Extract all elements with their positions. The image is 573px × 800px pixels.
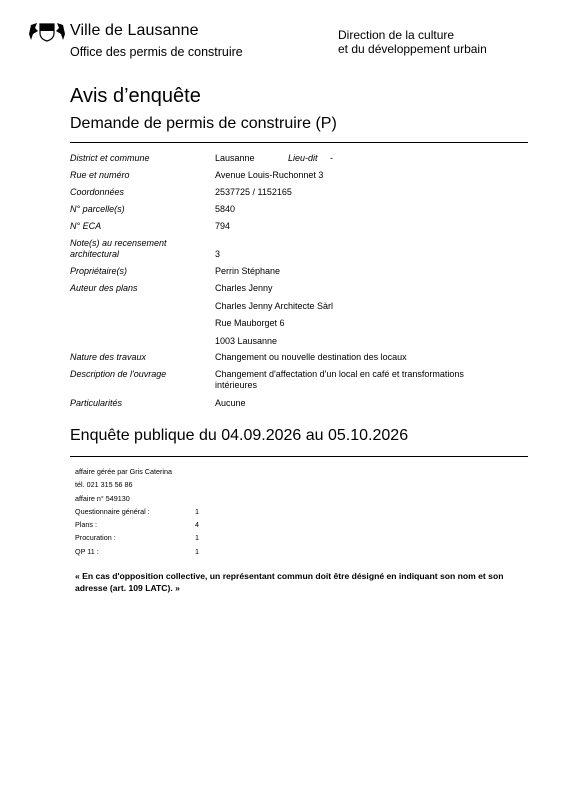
auteur-line-3: Rue Mauborget 6 (215, 318, 285, 328)
field-label: N° ECA (70, 221, 102, 231)
enquete-dates: Enquête publique du 04.09.2026 au 05.10.2026 (70, 427, 409, 444)
field-value: 3 (215, 249, 221, 259)
attachment-count: 4 (195, 520, 199, 530)
field-particularites (70, 398, 528, 415)
field-label: Auteur des plans (70, 283, 138, 293)
field-value: 5840 (215, 204, 236, 214)
field-nature (70, 352, 528, 369)
page-header (28, 20, 548, 64)
auteur-line-1: Charles Jenny (215, 283, 273, 293)
field-auteur (70, 283, 528, 352)
field-label: Nature des travaux (70, 352, 147, 362)
field-rue (70, 170, 528, 187)
department-name (338, 28, 487, 56)
field-label-line-1: Note(s) au recensement (70, 238, 167, 248)
lausanne-crest-icon (28, 22, 66, 42)
divider (70, 456, 528, 457)
attachment-item (75, 505, 199, 518)
attachment-label: Questionnaire général : (75, 506, 150, 516)
field-label: Rue et numéro (70, 170, 130, 180)
attachment-count: 1 (195, 506, 199, 516)
attachment-count: 1 (195, 546, 199, 556)
field-value: Avenue Louis-Ruchonnet 3 (215, 170, 324, 180)
page-subtitle: Demande de permis de construire (P) (70, 115, 337, 132)
field-label: Particularités (70, 398, 123, 408)
department-line-1: Direction de la culture (338, 28, 455, 42)
field-value: Perrin Stéphane (215, 266, 281, 276)
case-manager: affaire gérée par Gris Caterina (75, 467, 172, 476)
attachment-label: QP 11 : (75, 546, 99, 556)
admin-info (75, 465, 199, 558)
phone-number: tél. 021 315 56 86 (75, 480, 133, 490)
field-proprietaire (70, 266, 528, 283)
field-label-line-2: architectural (70, 249, 120, 259)
field-eca (70, 221, 528, 238)
office-name: Office des permis de construire (70, 45, 243, 59)
field-label: District et commune (70, 153, 150, 163)
field-value: Lausanne (215, 153, 255, 163)
attachment-item (75, 518, 199, 531)
lieu-dit-value: - (330, 153, 333, 163)
attachment-label: Plans : (75, 520, 97, 530)
description-line-1: Changement d'affectation d'un local en café et transformations (215, 369, 464, 379)
case-number: affaire n° 549130 (75, 493, 130, 503)
permit-fields (70, 153, 528, 415)
field-recensement (70, 238, 528, 266)
page-title: Avis d’enquête (70, 85, 201, 107)
field-parcelle (70, 204, 528, 221)
field-value: Changement ou nouvelle destination des locaux (215, 352, 407, 362)
field-label: N° parcelle(s) (70, 204, 125, 214)
field-description (70, 369, 528, 398)
field-value: 794 (215, 221, 231, 231)
field-label: Coordonnées (70, 187, 125, 197)
attachment-label: Procuration : (75, 533, 116, 543)
city-name: Ville de Lausanne (70, 22, 199, 39)
field-label (70, 238, 215, 266)
attachment-item (75, 545, 199, 558)
field-value: Aucune (215, 398, 246, 408)
attachment-item (75, 531, 199, 544)
attachment-count: 1 (195, 533, 199, 543)
opposition-note: « En cas d'opposition collective, un représentant commun doit être désigné en indiquant son nom et son adresse (art. 109 LATC). » (75, 571, 504, 593)
description-line-2: intérieures (215, 380, 258, 390)
field-value (215, 283, 528, 352)
department-line-2: et du développement urbain (338, 42, 487, 56)
divider (70, 142, 528, 143)
field-label: Propriétaire(s) (70, 266, 128, 276)
field-value: 2537725 / 1152165 (215, 187, 292, 197)
field-district (70, 153, 528, 170)
field-coordonnees (70, 187, 528, 204)
lieu-dit-label: Lieu-dit (288, 153, 318, 163)
auteur-line-4: 1003 Lausanne (215, 335, 278, 346)
field-value (215, 369, 528, 398)
auteur-line-2: Charles Jenny Architecte Sàrl (215, 300, 334, 311)
field-label: Description de l'ouvrage (70, 369, 167, 379)
